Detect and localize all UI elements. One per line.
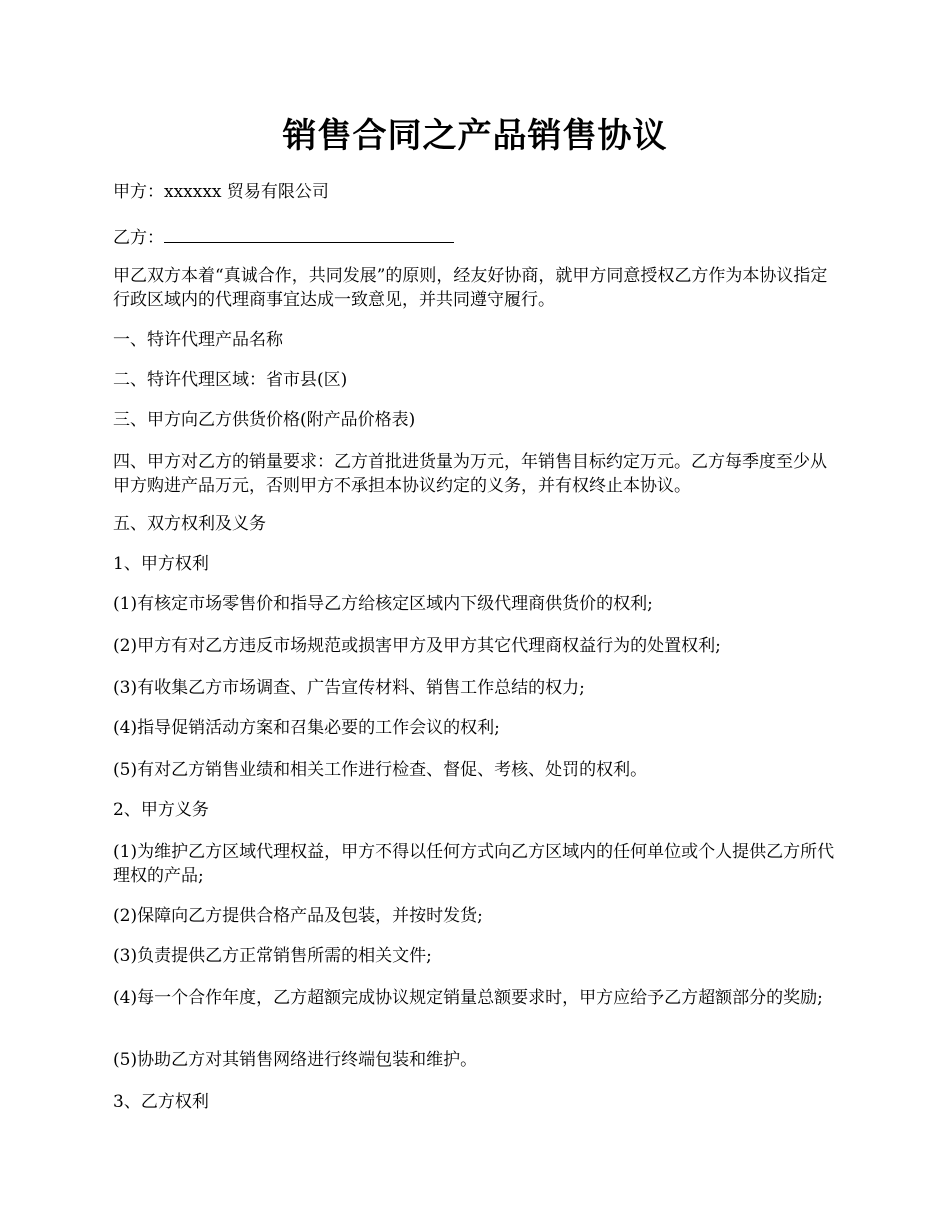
party-b-blank — [164, 224, 454, 243]
party-a-right-item: (2)甲方有对乙方违反市场规范或损害甲方及甲方其它代理商权益行为的处置权利; — [113, 636, 721, 656]
party-b-label: 乙方： — [113, 228, 164, 248]
party-a-duty-item: (2)保障向乙方提供合格产品及包装，并按时发货; — [113, 906, 483, 926]
party-b-line — [113, 224, 843, 250]
section-5: 五、双方权利及义务 — [113, 514, 266, 534]
party-a-right-item: (4)指导促销活动方案和召集必要的工作会议的权利; — [113, 718, 500, 738]
section-4: 四、甲方对乙方的销量要求：乙方首批进货量为万元，年销售目标约定万元。乙方每季度至少从甲方购进产品万元，否则甲方不承担本协议约定的义务，并有权终止本协议。 — [113, 452, 827, 496]
party-a-line: 甲方：xxxxxx 贸易有限公司 — [113, 182, 329, 202]
section-3: 三、甲方向乙方供货价格(附产品价格表) — [113, 410, 416, 430]
party-a-rights-heading: 1、甲方权利 — [113, 554, 209, 574]
party-a-right-item: (1)有核定市场零售价和指导乙方给核定区域内下级代理商供货价的权利; — [113, 594, 653, 614]
party-a-duty-item: (5)协助乙方对其销售网络进行终端包装和维护。 — [113, 1050, 478, 1070]
section-1: 一、特许代理产品名称 — [113, 330, 283, 350]
party-a-duties-heading: 2、甲方义务 — [113, 800, 209, 820]
preamble: 甲乙双方本着“真诚合作，共同发展”的原则，经友好协商，就甲方同意授权乙方作为本协议指定行政区域内的代理商事宜达成一致意见，并共同遵守履行。 — [113, 266, 828, 310]
document-title: 销售合同之产品销售协议 — [282, 116, 668, 156]
party-a-duty-item: (1)为维护乙方区域代理权益，甲方不得以任何方式向乙方区域内的任何单位或个人提供乙方所代理权的产品; — [113, 842, 835, 886]
section-2: 二、特许代理区域：省市县(区) — [113, 370, 348, 390]
party-b-rights-heading: 3、乙方权利 — [113, 1092, 209, 1112]
party-a-right-item: (3)有收集乙方市场调查、广告宣传材料、销售工作总结的权力; — [113, 678, 585, 698]
party-a-duty-item: (3)负责提供乙方正常销售所需的相关文件; — [113, 946, 432, 966]
party-a-duty-item: (4)每一个合作年度，乙方超额完成协议规定销量总额要求时，甲方应给予乙方超额部分的奖励; — [113, 988, 823, 1008]
party-a-right-item: (5)有对乙方销售业绩和相关工作进行检查、督促、考核、处罚的权利。 — [113, 760, 648, 780]
